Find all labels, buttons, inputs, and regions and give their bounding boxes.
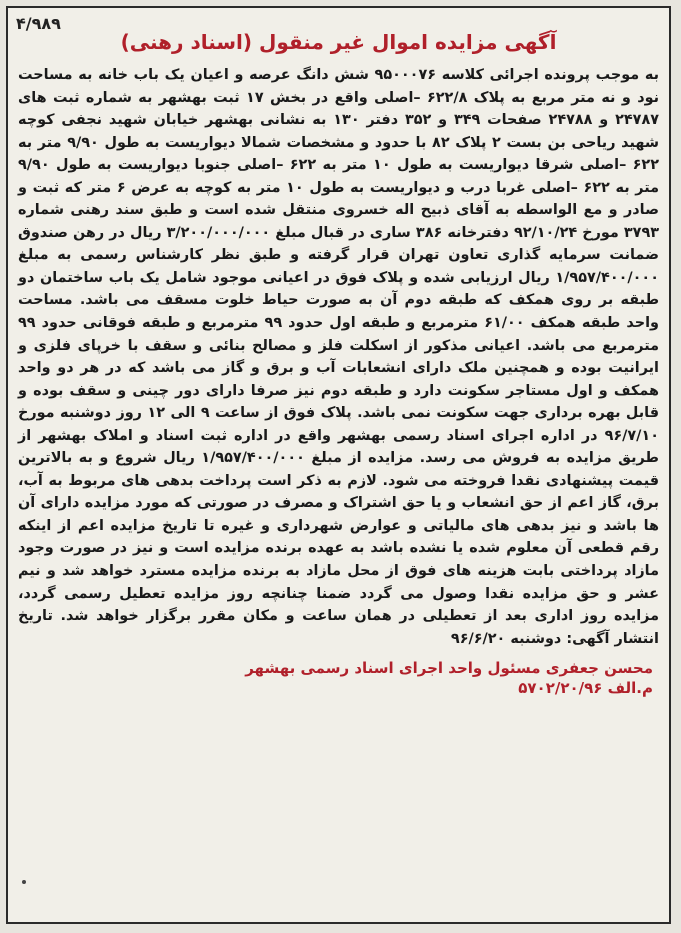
- reference-code: م.الف ۵۷۰۲/۲۰/۹۶: [518, 679, 653, 698]
- notice-body: به موجب پرونده اجرائی کلاسه ۹۵۰۰۰۷۶ شش دانگ عرصه و اعیان یک باب خانه به مساحت نود و نه متر مربع به پلاک ۶۲۲/۸ –اصلی واقع در بخش ۱۷ ثبت بهشهر به شماره ثبت های ۲۴۷۸۷ و ۲۴۷۸۸ صفحات ۳۴۹ و ۳۵۲ دفتر ۱۳۰ به نشانی بهشهر خیابان شهید نجفی کوچه شهید ریاحی بن بست ۲ پلاک ۸۲ با حدود و مشخصات شمالا دیواریست به طول ۹/۹۰ متر به ۶۲۲ –اصلی شرقا دیواریست به طول ۱۰ متر به ۶۲۲ –اصلی جنوبا دیواریست به طول ۹/۹۰ متر به ۶۲۲ –اصلی غربا درب و دیواریست به طول ۱۰ متر به کوچه به عرض ۶ متر که ثبت و صادر و مع الواسطه به آقای ذبیح اله خسروی منتقل شده است و طبق سند رهنی شماره ۳۷۹۳ مورخ ۹۲/۱۰/۲۴ دفترخانه ۳۸۶ ساری در قبال مبلغ ۳/۲۰۰/۰۰۰/۰۰۰ ریال در رهن صندوق ضمانت سرمایه گذاری تعاون تهران قرار گرفته و طبق نظر کارشناس رسمی به مبلغ ۱/۹۵۷/۴۰۰/۰۰۰ ریال ارزیابی شده و پلاک فوق در اعیانی موجود شامل یک باب ساختمان دو طبقه بر روی همکف که طبقه دوم آن به صورت حیاط خلوت مسقف می باشد. مساحت واحد طبقه همکف ۶۱/۰۰ مترمربع و طبقه اول حدود ۹۹ مترمربع و طبقه فوقانی حدود ۹۹ مترمربع می باشد. اعیانی مذکور از اسکلت فلز و مصالح بنائی و سقف با خرپای فلزی و ایرانیت بوده و همچنین ملک دارای انشعابات آب و برق و گاز می باشد که در هر دو واحد همکف و اول مستاجر سکونت دارد و طبقه دوم نیز صرفا دارای دور چینی و سقف بوده و قابل بهره برداری جهت سکونت نمی باشد. پلاک فوق از ساعت ۹ الی ۱۲ روز دوشنبه مورخ ۹۶/۷/۱۰ در اداره اجرای اسناد رسمی بهشهر واقع در اداره ثبت اسناد و املاک بهشهر از طریق مزایده به فروش می رسد. مزایده از مبلغ ۱/۹۵۷/۴۰۰/۰۰۰ ریال شروع و به بالاترین قیمت پیشنهادی نقدا فروخته می شود. لازم به ذکر است پرداخت بدهی های مربوط به آب، برق، گاز اعم از حق انشعاب و یا حق اشتراک و مصرف در صورتی که مورد مزایده دارای آن ها باشد و نیز بدهی های مالیاتی و عوارض شهرداری و غیره تا تاریخ مزایده اعم از اینکه رقم قطعی آن معلوم شده یا نشده باشد به عهده برنده مزایده است و نیز در صورت وجود مازاد پرداختی بابت هزینه های فوق از محل مازاد به برنده مزایده مسترد خواهد شد و نیم عشر و حق مزایده نقدا وصول می گردد ضمنا چنانچه روز مزایده تعطیل رسمی گردد، مزایده روز اداری بعد از تعطیلی در همان ساعت و مکان مقرر برگزار خواهد شد. تاریخ انتشار آگهی: دوشنبه ۹۶/۶/۲۰: [18, 67, 660, 647]
- notice-title: آگهی مزایده اموال غیر منقول (اسناد رهنی): [120, 30, 557, 54]
- signature-line: محسن جعفری مسئول واحد اجرای اسناد رسمی بهشهر: [245, 659, 653, 678]
- auction-notice: [6, 6, 671, 924]
- bullet-dot: [22, 880, 26, 884]
- notice-number: ۴/۹۸۹: [16, 14, 61, 33]
